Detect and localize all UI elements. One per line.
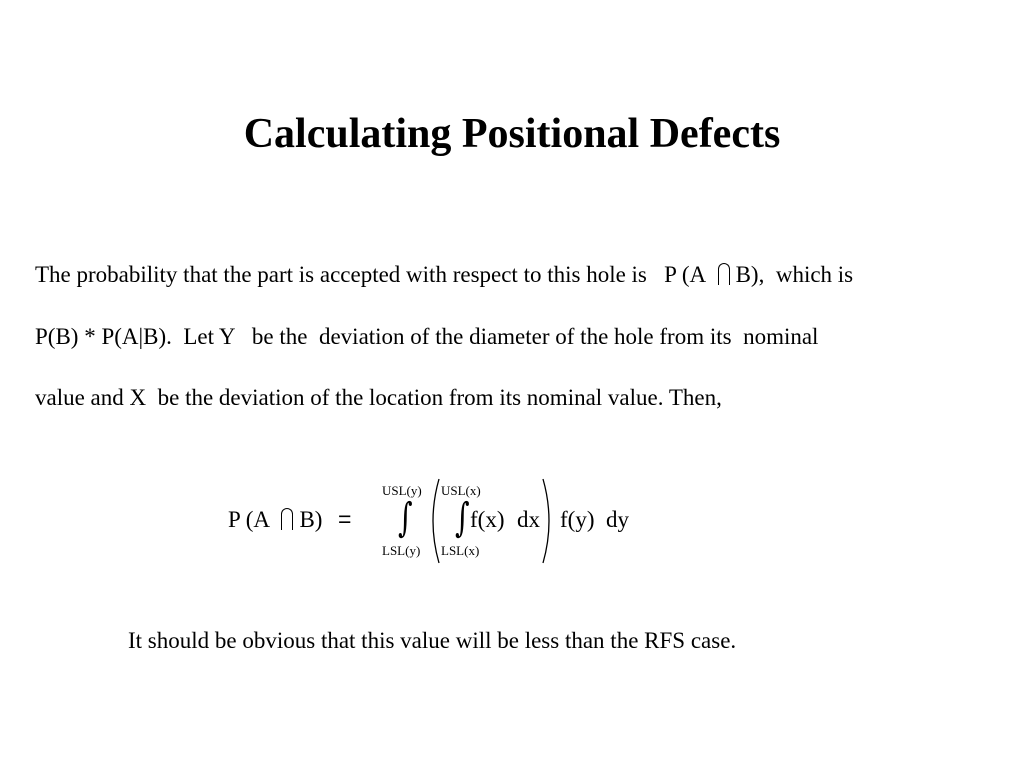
outer-integral-icon: ∫	[398, 495, 413, 541]
line1-text-before: The probability that the part is accepted with respect to this hole is P (A	[35, 262, 711, 287]
dx-term: dx	[517, 507, 540, 532]
fy-term: f(y)	[560, 507, 595, 532]
left-paren-icon	[426, 478, 442, 564]
lhs-text-before: P (A	[228, 507, 275, 532]
lhs-text-after: B)	[299, 507, 323, 532]
inner-integral-icon: ∫	[455, 495, 470, 541]
intersection-icon	[281, 508, 293, 530]
equation-lhs	[228, 505, 322, 535]
conclusion-text: It should be obvious that this value will be less than the RFS case.	[128, 628, 737, 653]
inner-upper-limit: USL(x)	[441, 483, 481, 498]
equals-sign: =	[338, 506, 352, 532]
inner-lower-limit: LSL(x)	[441, 543, 480, 558]
paragraph-line-2: P(B) * P(A|B). Let Y be the deviation of the diameter of the hole from its nominal	[35, 324, 819, 349]
outer-lower-limit: LSL(y)	[382, 543, 421, 558]
outer-upper-limit: USL(y)	[382, 483, 422, 498]
dy-term: dy	[606, 507, 629, 532]
paragraph-line-1	[35, 260, 853, 290]
intersection-icon	[718, 263, 730, 285]
slide-title: Calculating Positional Defects	[243, 111, 781, 157]
paragraph-line-3: value and X be the deviation of the location from its nominal value. Then,	[35, 385, 722, 410]
right-paren-icon	[540, 478, 556, 564]
fx-term: f(x)	[470, 507, 505, 532]
line1-text-after: B), which is	[735, 262, 854, 287]
